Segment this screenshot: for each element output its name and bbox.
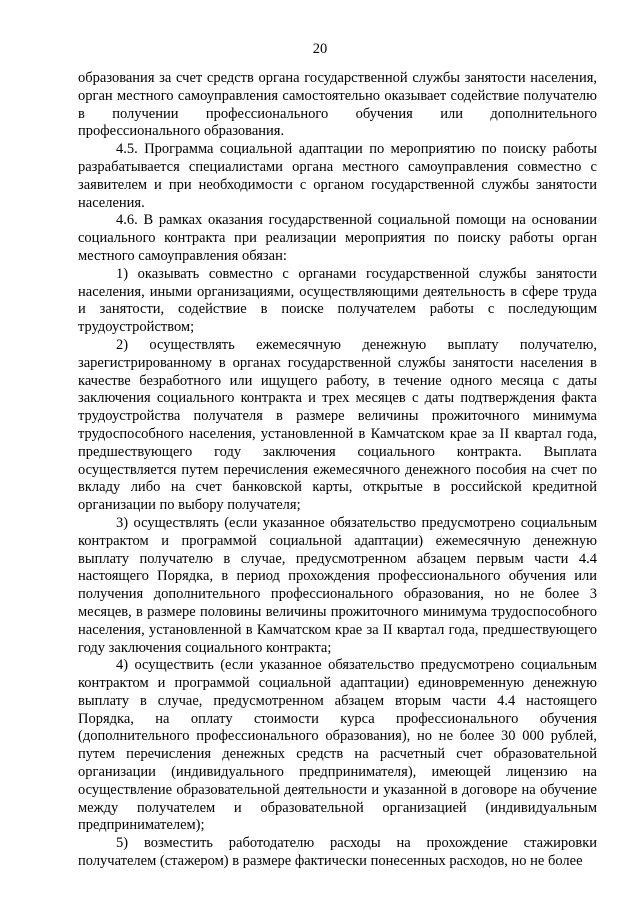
paragraph: 1) оказывать совместно с органами государственной службы занятости населения, иными организациями, осуществляющими деятельность в сфере труда и занятости, содействие в поиске получателем работы с последующим трудоустройством; (78, 265, 597, 336)
paragraph: 2) осуществлять ежемесячную денежную выплату получателю, зарегистрированному в органах государственной службы занятости населения в качестве безработного или ищущего работу, в течение одного месяца с даты заключения социального контракта и трех месяцев с даты подтверждения факта трудоустройства получателя в размере величины прожиточного минимума трудоспособного населения, установленной в Камчатском крае за II квартал года, предшествующего году заключения социального контракта. Выплата осуществляется путем перечисления ежемесячного денежного пособия на счет по вкладу либо на счет банковской карты, открытые в российской кредитной организации по выбору получателя; (78, 336, 597, 514)
paragraph: 5) возместить работодателю расходы на прохождение стажировки получателем (стажером) в размере фактически понесенных расходов, но не более (78, 835, 597, 870)
paragraph: 4) осуществить (если указанное обязательство предусмотрено социальным контрактом и программой социальной адаптации) единовременную денежную выплату в случае, предусмотренном абзацем вторым части 4.4 настоящего Порядка, на оплату стоимости курса профессионального обучения (дополнительного профессионального образования), но не более 30 000 рублей, путем перечисления денежных средств на расчетный счет образовательной организации (индивидуального предпринимателя), имеющей лицензию на осуществление образовательной деятельности и указанной в договоре на обучение между получателем и образовательной организацией (индивидуальным предпринимателем); (78, 657, 597, 834)
body-text (78, 70, 597, 871)
page-number: 20 (312, 41, 328, 57)
paragraph: 4.6. В рамках оказания государственной социальной помощи на основании социального контракта при реализации мероприятия по поиску работы орган местного самоуправления обязан: (78, 212, 597, 264)
paragraph: 4.5. Программа социальной адаптации по мероприятию по поиску работы разрабатывается специалистами органа местного самоуправления совместно с заявителем и при необходимости с органом государственной службы занятости населения. (78, 141, 597, 211)
paragraph: образования за счет средств органа государственной службы занятости населения, орган местного самоуправления самостоятельно оказывает содействие получателю в получении профессионального обучения или дополнительного профессионального образования. (78, 70, 597, 140)
paragraph: 3) осуществлять (если указанное обязательство предусмотрено социальным контрактом и программой социальной адаптации) ежемесячную денежную выплату получателю в случае, предусмотренном абзацем первым части 4.4 настоящего Порядка, в период прохождения профессионального обучения или получения дополнительного профессионального образования, но не более 3 месяцев, в размере половины величины прожиточного минимума трудоспособного населения, установленной в Камчатском крае за II квартал года, предшествующего году заключения социального контракта; (78, 514, 597, 656)
